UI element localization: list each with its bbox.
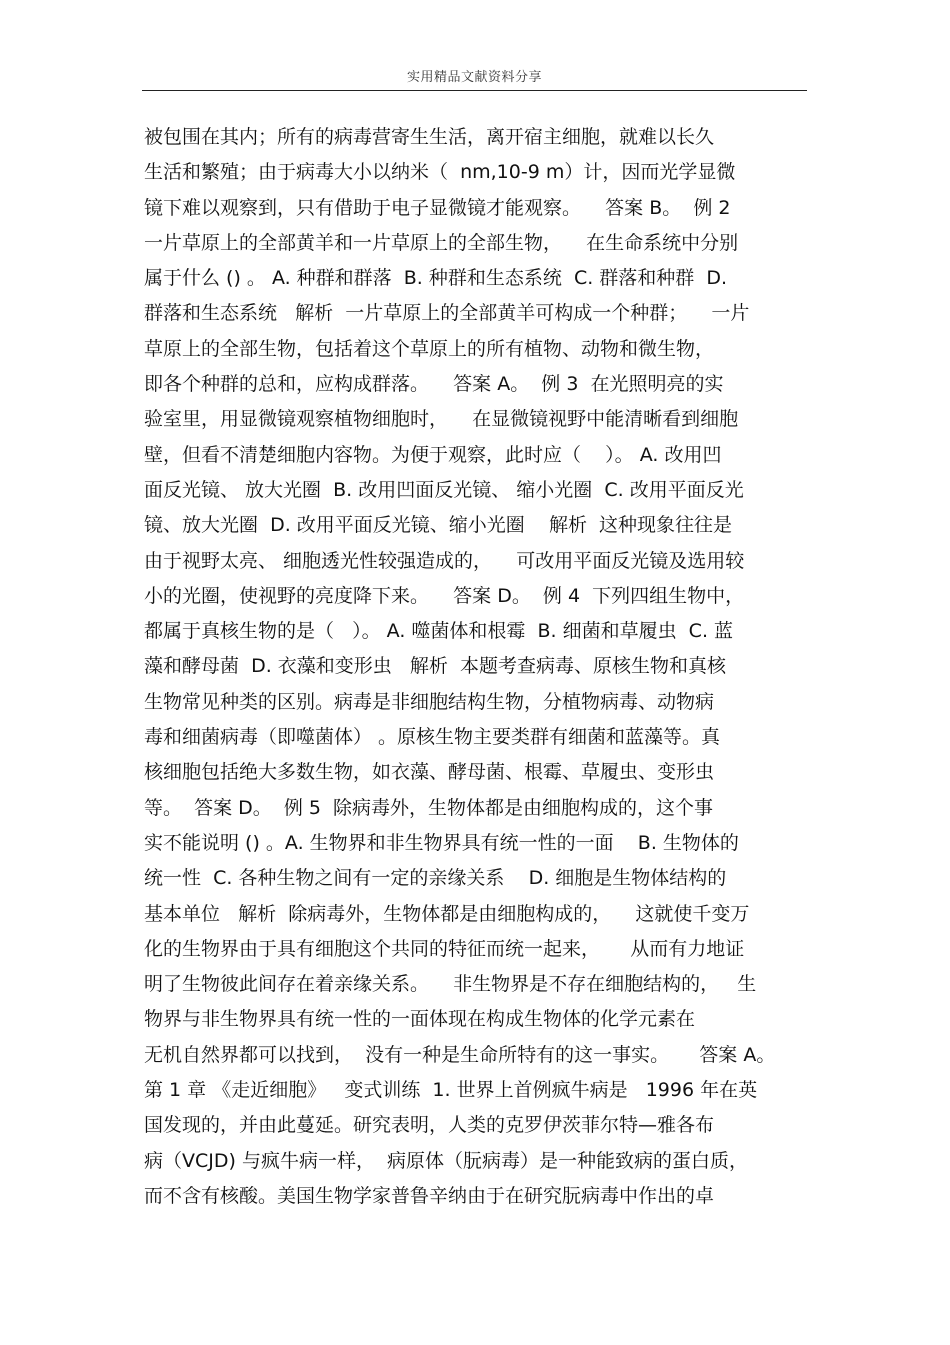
text-line-27: 无机自然界都可以找到， 没有一种是生命所特有的这一事实。 答案 A。 [144, 1043, 776, 1066]
text-line-24: 化的生物界由于具有细胞这个共同的特征而统一起来， 从而有力地证 [144, 937, 745, 960]
text-line-20: 等。 答案 D。 例 5 除病毒外，生物体都是由细胞构成的，这个事 [144, 796, 714, 819]
text-line-16: 藻和酵母菌 D. 衣藻和变形虫 解析 本题考查病毒、原核生物和真核 [144, 655, 726, 678]
text-line-31: 而不含有核酸。美国生物学家普鲁辛纳由于在研究朊病毒中作出的卓 [144, 1184, 715, 1207]
text-line-6: 群落和生态系统 解析 一片草原上的全部黄羊可构成一个种群； 一片 [144, 302, 750, 325]
header-divider [142, 90, 807, 91]
text-line-1: 被包围在其内；所有的病毒营寄生生活，离开宿主细胞，就难以长久 [144, 126, 715, 148]
text-line-13: 由于视野太亮、 细胞透光性较强造成的， 可改用平面反光镜及选用较 [144, 549, 745, 572]
text-line-5: 属于什么 () 。 A. 种群和群落 B. 种群和生态系统 C. 群落和种群 D. [144, 267, 728, 290]
text-line-29: 国发现的，并由此蔓延。研究表明，人类的克罗伊茨菲尔特—雅各布 [144, 1114, 715, 1137]
text-line-7: 草原上的全部生物，包括着这个草原上的所有植物、动物和微生物， [144, 337, 715, 360]
text-line-19: 核细胞包括绝大多数生物，如衣藻、酵母菌、根霉、草履虫、变形虫 [144, 761, 715, 784]
text-line-12: 镜、放大光圈 D. 改用平面反光镜、缩小光圈 解析 这种现象往往是 [144, 514, 733, 537]
text-line-4: 一片草原上的全部黄羊和一片草原上的全部生物， 在生命系统中分别 [144, 231, 739, 254]
document-body [144, 120, 824, 1214]
text-line-22: 统一性 C. 各种生物之间有一定的亲缘关系 D. 细胞是生物体结构的 [144, 867, 727, 890]
text-line-3: 镜下难以观察到，只有借助于电子显微镜才能观察。 答案 B。 例 2 [144, 196, 731, 219]
page-header-title: 实用精品文献资料分享 [406, 70, 542, 85]
text-line-21: 实不能说明 () 。A. 生物界和非生物界具有统一性的一面 B. 生物体的 [144, 831, 739, 854]
text-line-17: 生物常见种类的区别。病毒是非细胞结构生物，分植物病毒、动物病 [144, 690, 715, 713]
text-line-10: 壁，但看不清楚细胞内容物。为便于观察，此时应（ ）。 A. 改用凹 [144, 443, 722, 466]
text-line-15: 都属于真核生物的是（ ）。 A. 噬菌体和根霉 B. 细菌和草履虫 C. 蓝 [144, 620, 734, 643]
text-line-18: 毒和细菌病毒（即噬菌体） 。原核生物主要类群有细菌和蓝藻等。真 [144, 726, 721, 749]
text-line-23: 基本单位 解析 除病毒外，生物体都是由细胞构成的， 这就使千变万 [144, 902, 750, 925]
text-line-30: 病（VCJD) 与疯牛病一样， 病原体（朊病毒）是一种能致病的蛋白质， [144, 1149, 749, 1172]
text-line-11: 面反光镜、 放大光圈 B. 改用凹面反光镜、 缩小光圈 C. 改用平面反光 [144, 478, 744, 501]
text-line-14: 小的光圈，使视野的亮度降下来。 答案 D。 例 4 下列四组生物中， [144, 584, 745, 607]
text-line-28: 第 1 章 《走近细胞》 变式训练 1. 世界上首例疯牛病是 1996 年在英 [144, 1079, 758, 1102]
text-line-26: 物界与非生物界具有统一性的一面体现在构成生物体的化学元素在 [144, 1008, 696, 1031]
text-line-2: 生活和繁殖；由于病毒大小以纳米（ nm,10-9 m）计，因而光学显微 [144, 161, 736, 184]
text-line-25: 明了生物彼此间存在着亲缘关系。 非生物界是不存在细胞结构的， 生 [144, 973, 757, 996]
text-line-8: 即各个种群的总和，应构成群落。 答案 A。 例 3 在光照明亮的实 [144, 373, 724, 396]
text-line-9: 验室里，用显微镜观察植物细胞时， 在显微镜视野中能清晰看到细胞 [144, 408, 739, 431]
